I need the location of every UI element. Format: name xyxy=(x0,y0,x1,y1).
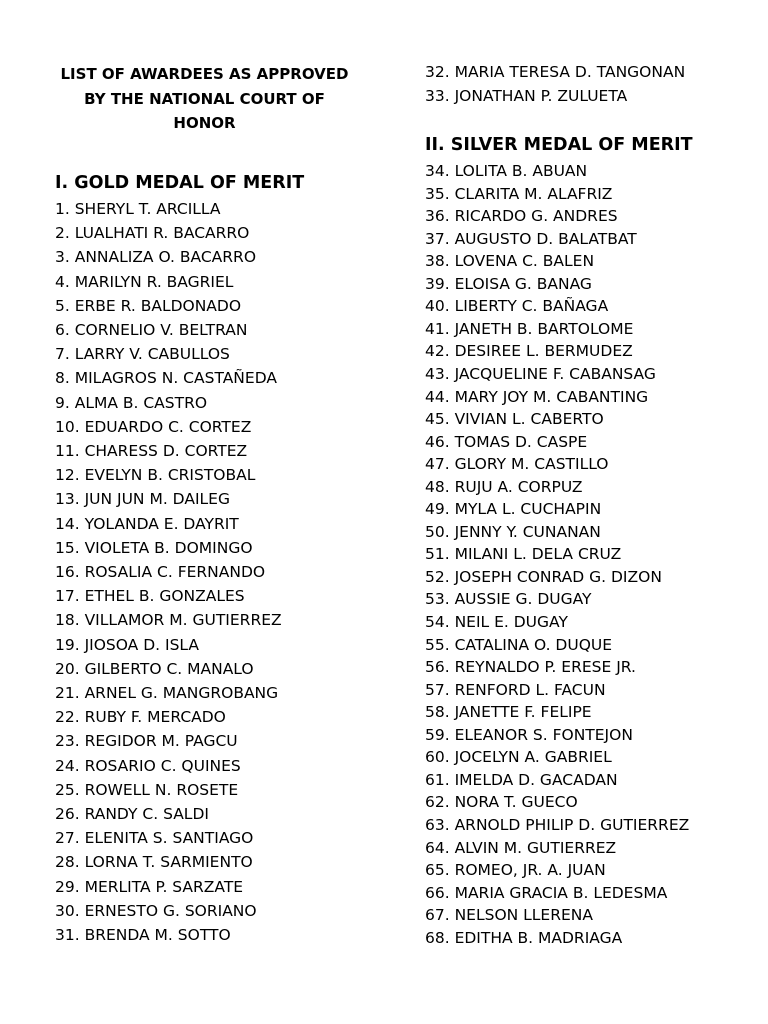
awardee-entry: 6. CORNELIO V. BELTRAN xyxy=(55,321,248,339)
silver-section-heading: II. SILVER MEDAL OF MERIT xyxy=(425,135,693,155)
awardee-entry: 33. JONATHAN P. ZULUETA xyxy=(425,87,628,106)
awardee-entry: 39. ELOISA G. BANAG xyxy=(425,274,592,293)
awardee-entry: 4. MARILYN R. BAGRIEL xyxy=(55,272,234,291)
awardee-entry: 13. JUN JUN M. DAILEG xyxy=(55,490,230,509)
awardee-entry: 11. CHARESS D. CORTEZ xyxy=(55,442,248,460)
awardee-entry: 23. REGIDOR M. PAGCU xyxy=(55,732,238,751)
awardee-entry: 25. ROWELL N. ROSETE xyxy=(55,780,239,799)
awardee-entry: 35. CLARITA M. ALAFRIZ xyxy=(425,184,613,203)
awardee-entry: 60. JOCELYN A. GABRIEL xyxy=(425,748,612,767)
awardee-entry: 47. GLORY M. CASTILLO xyxy=(425,455,609,474)
title-line: HONOR xyxy=(173,114,236,132)
awardee-entry: 54. NEIL E. DUGAY xyxy=(425,613,568,631)
awardee-entry: 30. ERNESTO G. SORIANO xyxy=(55,901,257,920)
awardee-entry: 2. LUALHATI R. BACARRO xyxy=(55,224,250,243)
awardee-entry: 20. GILBERTO C. MANALO xyxy=(55,659,254,678)
awardee-entry: 63. ARNOLD PHILIP D. GUTIERREZ xyxy=(425,815,690,834)
awardee-entry: 62. NORA T. GUECO xyxy=(425,793,578,812)
awardee-entry: 59. ELEANOR S. FONTEJON xyxy=(425,725,633,744)
awardee-entry: 14. YOLANDA E. DAYRIT xyxy=(55,514,239,533)
awardee-entry: 52. JOSEPH CONRAD G. DIZON xyxy=(425,567,662,586)
awardee-entry: 12. EVELYN B. CRISTOBAL xyxy=(55,466,256,485)
awardee-entry: 43. JACQUELINE F. CABANSAG xyxy=(425,364,656,383)
awardee-entry: 55. CATALINA O. DUQUE xyxy=(425,635,613,654)
awardee-entry: 40. LIBERTY C. BAÑAGA xyxy=(425,297,609,316)
awardee-entry: 50. JENNY Y. CUNANAN xyxy=(425,522,601,541)
awardee-entry: 5. ERBE R. BALDONADO xyxy=(55,296,242,315)
awardee-entry: 64. ALVIN M. GUTIERREZ xyxy=(425,838,617,857)
awardee-entry: 45. VIVIAN L. CABERTO xyxy=(425,410,604,429)
awardee-entry: 66. MARIA GRACIA B. LEDESMA xyxy=(425,883,668,902)
awardee-entry: 10. EDUARDO C. CORTEZ xyxy=(55,417,252,436)
awardee-entry: 51. MILANI L. DELA CRUZ xyxy=(425,545,622,564)
awardee-entry: 58. JANETTE F. FELIPE xyxy=(425,703,592,722)
awardee-entry: 27. ELENITA S. SANTIAGO xyxy=(55,829,254,848)
awardee-entry: 15. VIOLETA B. DOMINGO xyxy=(55,538,253,557)
document-title xyxy=(42,62,367,136)
awardee-entry: 1. SHERYL T. ARCILLA xyxy=(55,200,221,218)
awardee-entry: 53. AUSSIE G. DUGAY xyxy=(425,590,592,609)
title-line: BY THE NATIONAL COURT OF xyxy=(84,89,325,108)
awardee-entry: 8. MILAGROS N. CASTAÑEDA xyxy=(55,369,277,388)
awardee-entry: 32. MARIA TERESA D. TANGONAN xyxy=(425,63,686,81)
awardee-entry: 21. ARNEL G. MANGROBANG xyxy=(55,684,279,702)
awardee-entry: 37. AUGUSTO D. BALATBAT xyxy=(425,229,637,248)
awardee-entry: 29. MERLITA P. SARZATE xyxy=(55,877,244,896)
awardee-entry: 24. ROSARIO C. QUINES xyxy=(55,756,241,775)
awardee-entry: 26. RANDY C. SALDI xyxy=(55,805,209,823)
awardee-entry: 17. ETHEL B. GONZALES xyxy=(55,587,245,606)
gold-section-heading: I. GOLD MEDAL OF MERIT xyxy=(55,173,305,193)
awardee-entry: 31. BRENDA M. SOTTO xyxy=(55,926,231,944)
awardee-entry: 57. RENFORD L. FACUN xyxy=(425,680,606,699)
awardee-entry: 46. TOMAS D. CASPE xyxy=(425,432,588,451)
awardee-entry: 18. VILLAMOR M. GUTIERREZ xyxy=(55,611,282,630)
awardee-entry: 3. ANNALIZA O. BACARRO xyxy=(55,248,257,267)
awardee-entry: 48. RUJU A. CORPUZ xyxy=(425,477,583,496)
awardee-entry: 38. LOVENA C. BALEN xyxy=(425,252,595,271)
awardee-entry: 44. MARY JOY M. CABANTING xyxy=(425,387,649,406)
awardee-entry: 49. MYLA L. CUCHAPIN xyxy=(425,500,602,519)
awardee-entry: 65. ROMEO, JR. A. JUAN xyxy=(425,861,606,880)
awardee-entry: 16. ROSALIA C. FERNANDO xyxy=(55,563,266,581)
awardee-entry: 61. IMELDA D. GACADAN xyxy=(425,770,618,789)
awardee-entry: 19. JIOSOA D. ISLA xyxy=(55,635,200,654)
awardee-entry: 34. LOLITA B. ABUAN xyxy=(425,162,588,180)
awardee-entry: 9. ALMA B. CASTRO xyxy=(55,393,208,412)
title-line: LIST OF AWARDEES AS APPROVED xyxy=(60,65,349,83)
awardee-entry: 41. JANETH B. BARTOLOME xyxy=(425,319,634,338)
awardee-entry: 68. EDITHA B. MADRIAGA xyxy=(425,928,623,947)
awardee-entry: 22. RUBY F. MERCADO xyxy=(55,708,226,727)
awardee-entry: 67. NELSON LLERENA xyxy=(425,906,593,925)
awardee-entry: 56. REYNALDO P. ERESE JR. xyxy=(425,658,636,677)
awardee-entry: 28. LORNA T. SARMIENTO xyxy=(55,853,253,872)
awardee-entry: 7. LARRY V. CABULLOS xyxy=(55,345,230,364)
awardee-entry: 42. DESIREE L. BERMUDEZ xyxy=(425,342,633,361)
awardee-entry: 36. RICARDO G. ANDRES xyxy=(425,207,618,226)
